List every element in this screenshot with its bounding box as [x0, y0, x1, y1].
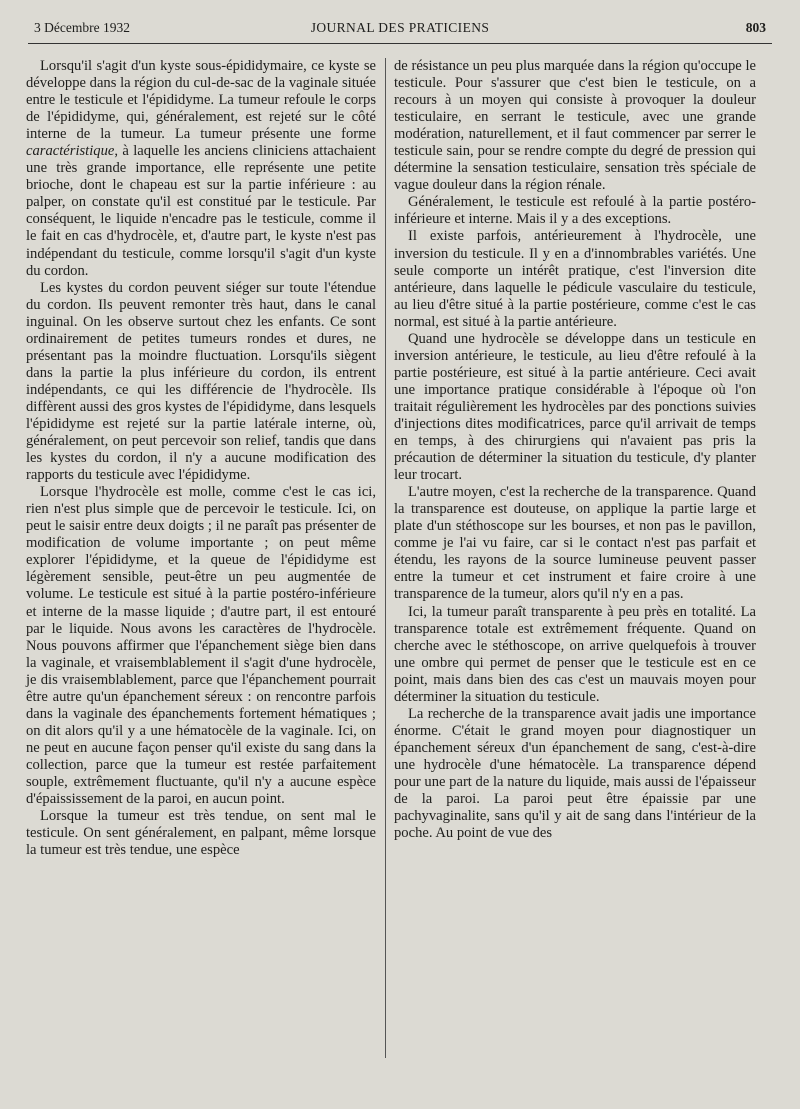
header-rule [28, 43, 772, 44]
emphasis-caracteristique: caractéristique [26, 143, 115, 160]
paragraph-testicule-refoule: Généralement, le testicule est refoulé à la partie postéro-inférieure et interne. Mais il y a des exceptions. [394, 194, 756, 228]
journal-title: JOURNAL DES PRATICIENS [310, 20, 490, 35]
paragraph-tumeur-tendue: Lorsque la tumeur est très tendue, on sent mal le testicule. On sent généralement, en palpant, même lorsque la tumeur est très tendue, une espèce [26, 808, 376, 859]
paragraph-tumeur-transparente: Ici, la tumeur paraît transparente à peu près en totalité. La transparence totale est extrêmement fréquente. Quand on cherche avec le stéthoscope, on arrive quelquefois à trouver une ombre qui permet de penser que le testicule est en ce point, mais dans bien des cas c'est un mauvais moyen pour déterminer la situation du testicule. [394, 603, 756, 705]
left-column [26, 58, 376, 859]
right-column [394, 58, 756, 842]
column-divider [385, 58, 386, 1058]
paragraph-kystes-cordon: Les kystes du cordon peuvent siéger sur toute l'étendue du cordon. Ils peuvent remonter très haut, dans le canal inguinal. On les observe surtout chez les enfants. Ce sont ordinairement de petites tumeurs rondes et dures, ne présentant pas la moindre fluctuation. Lorsqu'ils siègent dans la partie la plus inférieure du cordon, ils entrent indépendants, ce qui les différencie de l'hydrocèle. Ils diffèrent aussi des gros kystes de l'épididyme, dans lesquels l'épididyme est rejeté sur la partie latérale interne, où, généralement, on peut percevoir son relief, tandis que dans les kystes du cordon, il n'y a aucune modification des rapports du testicule avec l'épididyme. [26, 279, 376, 484]
paragraph-hydrocele-molle: Lorsque l'hydrocèle est molle, comme c'est le cas ici, rien n'est plus simple que de percevoir le testicule. Ici, on peut le saisir entre deux doigts ; il ne paraît pas présenter de modification de volume importante ; on peut même explorer l'épididyme, et la queue de l'épididyme est légèrement sensible, peut-être un peu augmentée de volume. Le testicule est situé à la partie postéro-inférieure et interne de la masse liquide ; d'autre part, il est entouré par le liquide. Nous avons les caractères de l'hydrocèle. Nous pouvons affirmer que l'épanchement siège bien dans la vaginale, et vraisemblablement il s'agit d'une hydrocèle, je dis vraisemblablement, parce que l'épanchement pourrait être autre qu'un épanchement séreux : on rencontre parfois dans la vaginale des épanchements fortement hématiques ; on dit alors qu'il y a une hématocèle de la vaginale. Ici, on ne peut en aucune façon penser qu'il existe du sang dans la collection, parce que la tumeur est restée parfaitement souple, extrêmement fluctuante, qu'il n'y a aucune espèce d'épaississement de la paroi, en aucun point. [26, 484, 376, 808]
page-number: 803 [745, 20, 766, 35]
paragraph-inversion-anterieure: Quand une hydrocèle se développe dans un testicule en inversion antérieure, le testicule, au lieu d'être refoulé à la partie postérieure, est situé à la partie antérieure. Ceci avait une importance pratique considérable à l'époque où l'on traitait régulièrement les hydrocèles par des ponctions suivies d'injections dites modificatrices, parce qu'il arrivait de temps en temps, à des chirurgiens qui n'avaient pas pris la précaution de déterminer la situation du testicule, d'y planter leur trocart. [394, 330, 756, 484]
paragraph-inversion: Il existe parfois, antérieurement à l'hydrocèle, une inversion du testicule. Il y en a d'innombrables variétés. Une seule comporte un intérêt pratique, c'est l'inversion dite antérieure, dans laquelle le pédicule vasculaire du testicule, au lieu d'être situé à la partie postérieure, comme c'est le cas normal, est situé à la partie antérieure. [394, 228, 756, 330]
header-date: 3 Décembre 1932 [34, 20, 130, 35]
paragraph-kyste-sous-epididymaire: Lorsqu'il s'agit d'un kyste sous-épididymaire, ce kyste se développe dans la région du cul-de-sac de la vaginale située entre le testicule et l'épididyme. La tumeur refoule le corps de l'épididyme, qui, généralement, est rejeté sur le côté interne de la tumeur. La tumeur présente une forme caractéristique, à laquelle les anciens cliniciens attachaient une très grande importance, elle représente une petite brioche, dont le chapeau est sur la partie inférieure : au palper, on constate qu'il est constitué par le testicule. Par conséquent, le liquide n'encadre pas le testicule, comme il le fait en cas d'hydrocèle, et, d'autre part, le kyste n'est pas indépendant du testicule, comme lorsqu'il s'agit d'un kyste du cordon. [26, 58, 376, 279]
paragraph-recherche-transparence: La recherche de la transparence avait jadis une importance énorme. C'était le grand moyen pour diagnostiquer un épanchement séreux d'un épanchement de sang, c'est-à-dire une hydrocèle d'une hématocèle. La transparence dépend pour une part de la nature du liquide, mais aussi de l'épaisseur de la paroi. La paroi peut être épaissie par une pachyvaginalite, sans qu'il y ait de sang dans l'intérieur de la poche. Au point de vue des [394, 705, 756, 842]
paragraph-resistance-continued: de résistance un peu plus marquée dans la région qu'occupe le testicule. Pour s'assurer que c'est bien le testicule, on a recours à un moyen qui consiste à provoquer la douleur testiculaire, en serrant le testicule, avec une grande modération, naturellement, et il faut commencer par serrer le testicule sain, pour se rendre compte du degré de pression qui détermine la sensation testiculaire, sensation très spéciale de vague douleur dans la région rénale. [394, 58, 756, 194]
page-header [34, 18, 766, 38]
paragraph-transparence: L'autre moyen, c'est la recherche de la transparence. Quand la transparence est douteuse, on applique la partie large et plate d'un stéthoscope sur les bourses, et non pas le pavillon, comme je l'ai vu faire, car si le contact n'est pas parfait et étendu, les rayons de la source lumineuse peuvent passer entre la tumeur et cet instrument et faire croire à une transparence de la tumeur, alors qu'il n'y en a pas. [394, 484, 756, 603]
